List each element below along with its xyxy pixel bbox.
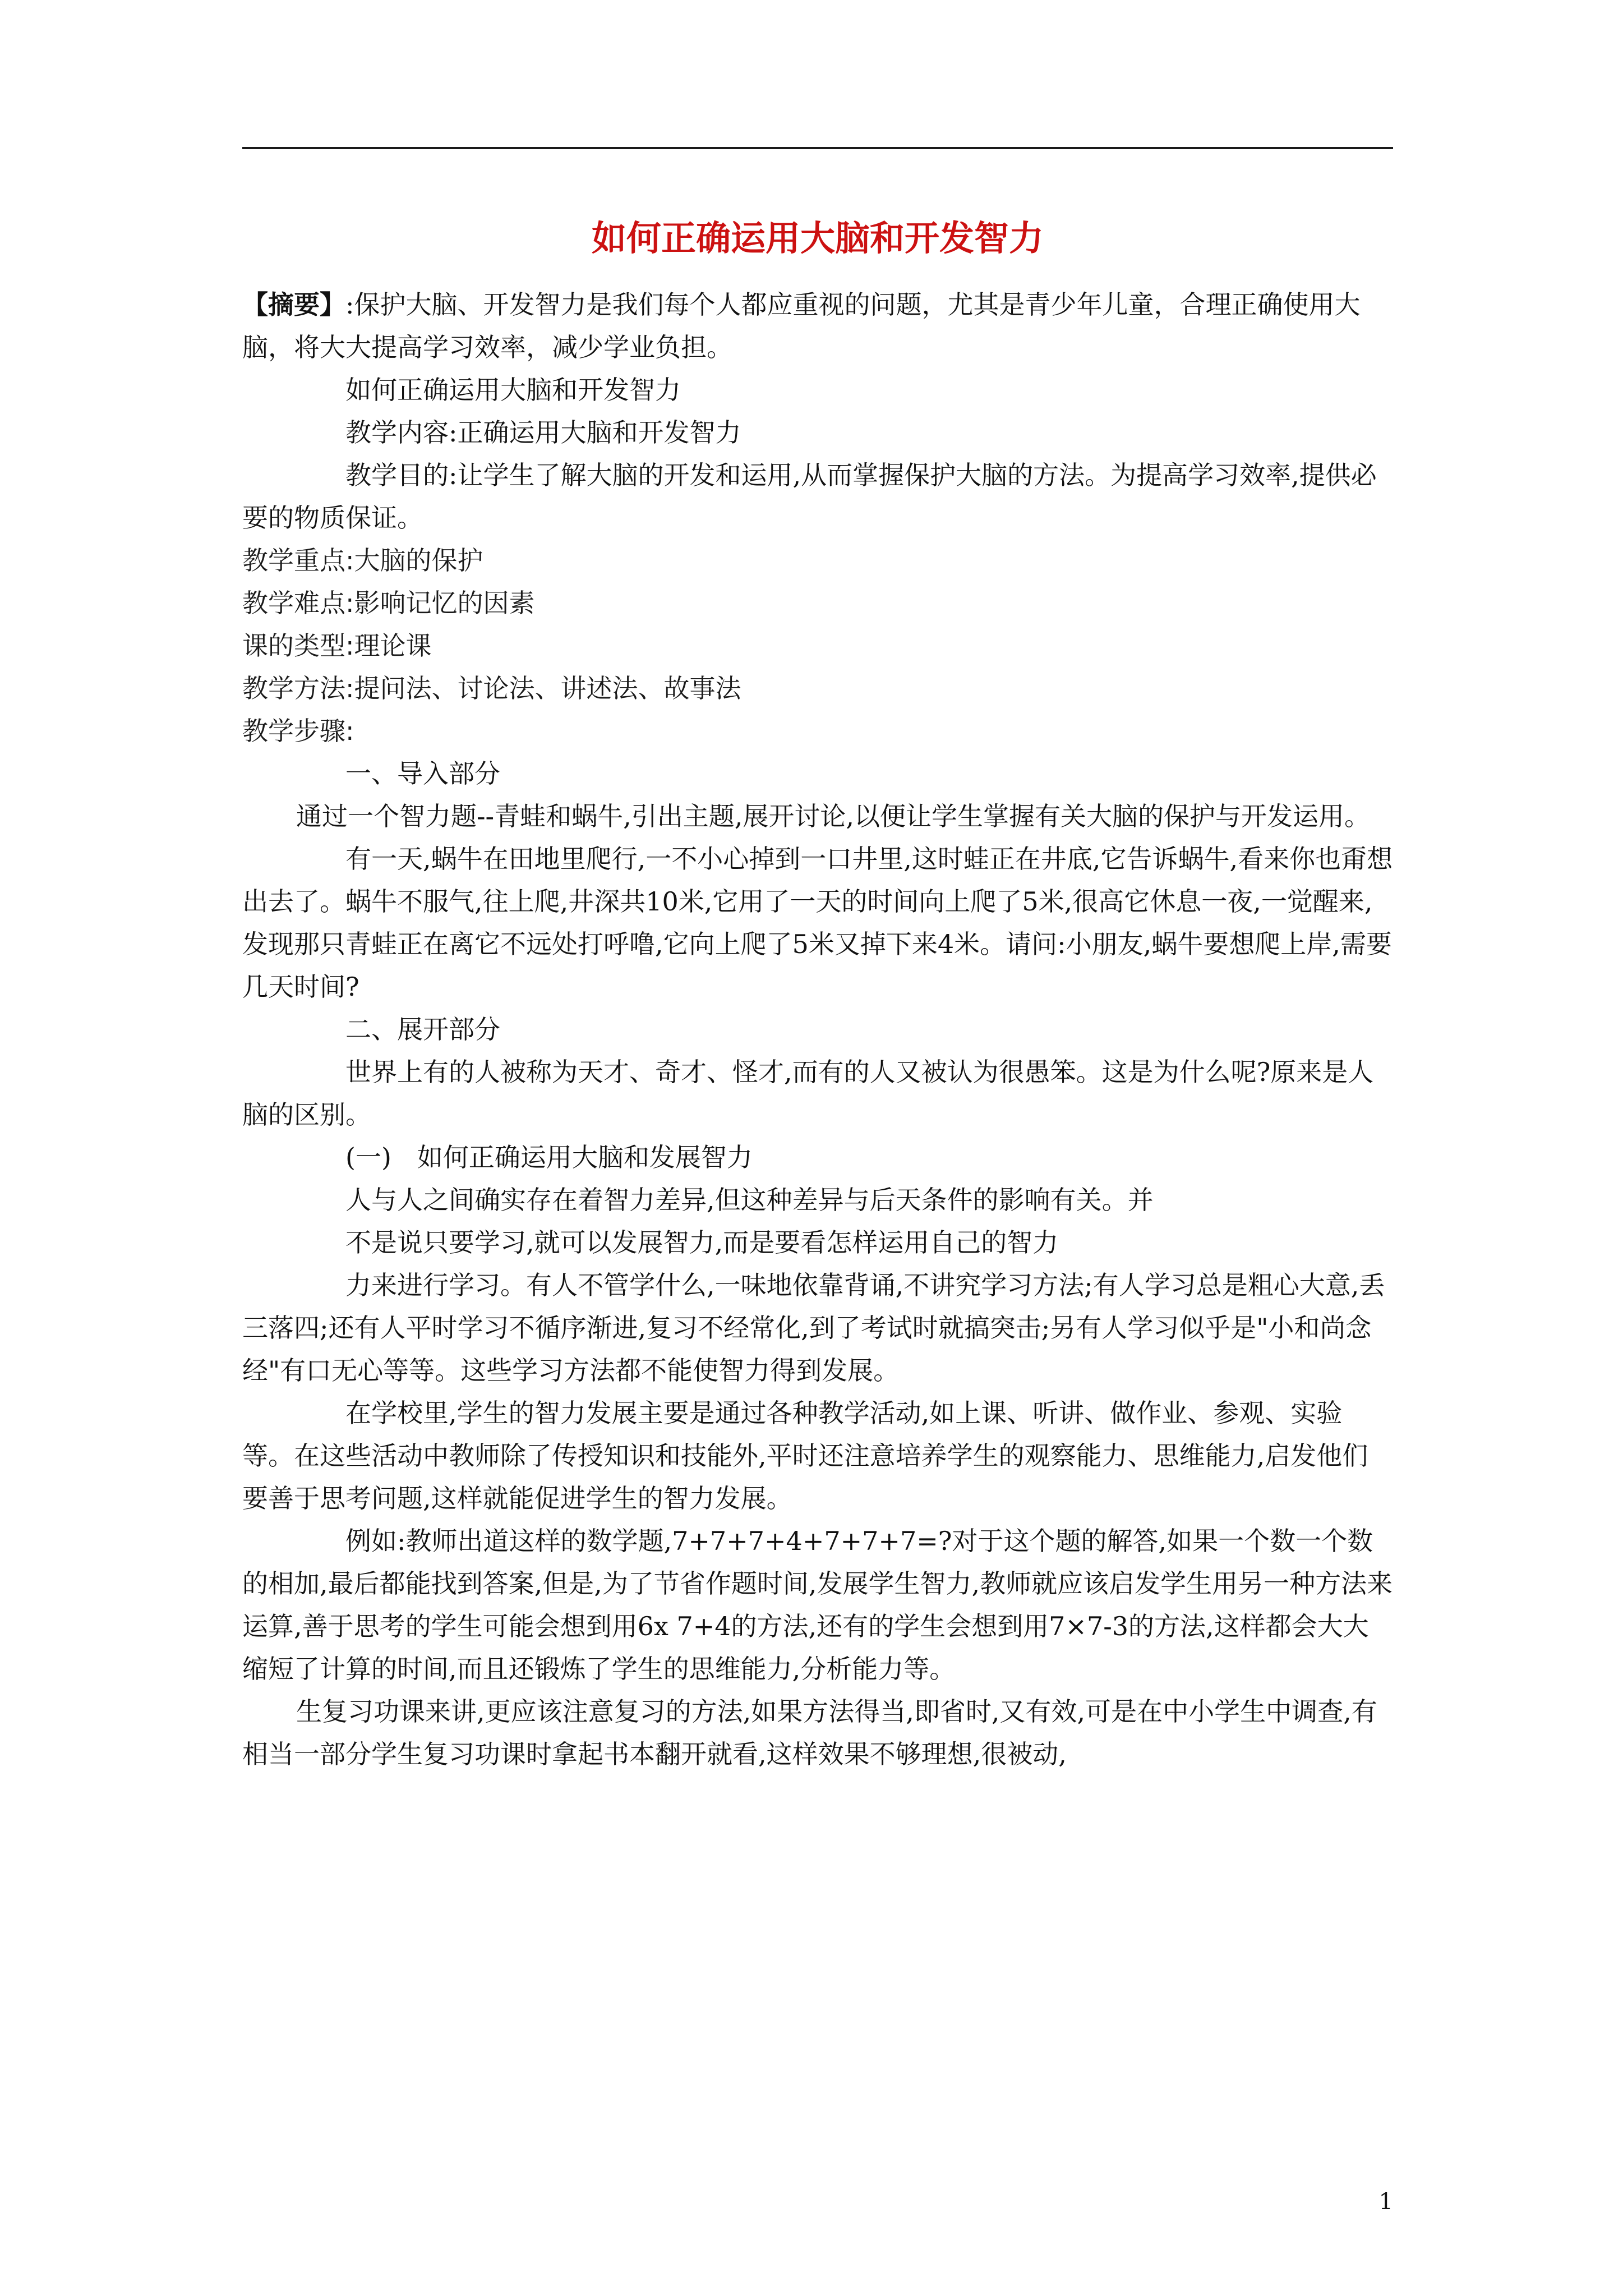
- key-point: 教学重点:大脑的保护: [242, 545, 483, 576]
- para-a-line1: 人与人之间确实存在着智力差异,但这种差异与后天条件的影响有关。并: [345, 1185, 1154, 1215]
- school-paragraph: 在学校里,学生的智力发展主要是通过各种教学活动,如上课、听讲、做作业、参观、实验等。在这些活动中教师除了传授知识和技能外,平时还注意培养学生的观察能力、思维能力,启发他们要善于思考问题,这样就能促进学生的智力发展。: [242, 1398, 1368, 1513]
- para-a-line2: 不是说只要学习,就可以发展智力,而是要看怎样运用自己的智力: [345, 1227, 1059, 1258]
- section1-intro: 通过一个智力题--青蛙和蜗牛,引出主题,展开讨论,以便让学生掌握有关大脑的保护与开发运用。: [296, 801, 1370, 831]
- example-paragraph: 例如:教师出道这样的数学题,7+7+7+4+7+7+7=?对于这个题的解答,如果一个数一个数的相加,最后都能找到答案,但是,为了节省作题时间,发展学生智力,教师就应该启发学生用另一种方法来运算,善于思考的学生可能会想到用6x 7+4的方法,还有的学生会想到用7×7-3的方法,这样都会大大缩短了计算的时间,而且还锻炼了学生的思维能力,分析能力等。: [242, 1526, 1393, 1684]
- subsection1-heading: (一) 如何正确运用大脑和发展智力: [345, 1142, 753, 1172]
- section1-heading: 一、导入部分: [345, 758, 500, 789]
- document-title: 如何正确运用大脑和开发智力: [591, 218, 1044, 259]
- teaching-method: 教学方法:提问法、讨论法、讲述法、故事法: [242, 673, 741, 703]
- abstract-paragraph: [242, 283, 1393, 369]
- section2-heading: 二、展开部分: [345, 1014, 500, 1045]
- document-body: [242, 283, 1393, 1775]
- page-number: 1: [1378, 2189, 1393, 2215]
- abstract-text: :保护大脑、开发智力是我们每个人都应重视的问题，尤其是青少年儿童，合理正确使用大脑，将大大提高学习效率，减少学业负担。: [242, 289, 1361, 362]
- section2-intro: 世界上有的人被称为天才、奇才、怪才,而有的人又被认为很愚笨。这是为什么呢?原来是人脑的区别。: [242, 1057, 1374, 1130]
- teaching-purpose: 教学目的:让学生了解大脑的开发和运用,从而掌握保护大脑的方法。为提高学习效率,提供必要的物质保证。: [242, 460, 1377, 533]
- review-paragraph: 生复习功课来讲,更应该注意复习的方法,如果方法得当,即省时,又有效,可是在中小学生中调查,有相当一部分学生复习功课时拿起书本翻开就看,这样效果不够理想,很被动,: [242, 1696, 1377, 1769]
- difficult-point: 教学难点:影响记忆的因素: [242, 588, 535, 618]
- lesson-meta: [242, 539, 1393, 752]
- teaching-content: 教学内容:正确运用大脑和开发智力: [345, 417, 741, 448]
- header-rule: [242, 147, 1393, 149]
- teaching-steps: 教学步骤:: [242, 716, 354, 746]
- para-a-rest: 力来进行学习。有人不管学什么,一味地依靠背诵,不讲究学习方法;有人学习总是粗心大意,丢三落四;还有人平时学习不循序渐进,复习不经常化,到了考试时就搞突击;另有人学习似乎是"小和尚念经"有口无心等等。这些学习方法都不能使智力得到发展。: [242, 1270, 1385, 1386]
- abstract-label: 【摘要】: [242, 289, 345, 320]
- subtitle-line: 如何正确运用大脑和开发智力: [345, 375, 681, 405]
- lesson-type: 课的类型:理论课: [242, 631, 432, 661]
- story-paragraph: 有一天,蜗牛在田地里爬行,一不小心掉到一口井里,这时蛙正在井底,它告诉蜗牛,看来你也甭想出去了。蜗牛不服气,往上爬,井深共10米,它用了一天的时间向上爬了5米,很高它休息一夜,一觉醒来,发现那只青蛙正在离它不远处打呼噜,它向上爬了5米又掉下来4米。请问:小朋友,蜗牛要想爬上岸,需要几天时间?: [242, 844, 1393, 1002]
